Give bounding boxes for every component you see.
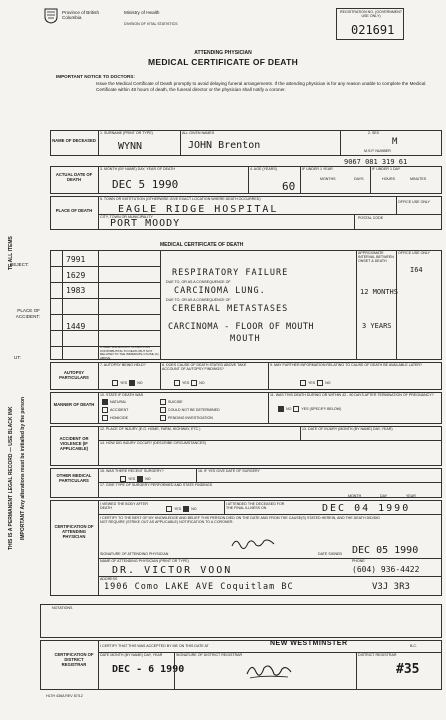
sex-label: 2. SEX <box>368 131 380 135</box>
place-section-label: PLACE OF DEATH <box>55 208 93 213</box>
attended-date-value: DEC 04 1990 <box>322 503 411 514</box>
address-value: 1906 Como LAKE AVE Coquitlam BC <box>104 582 294 592</box>
postal-code-label: POSTAL CODE <box>358 216 384 220</box>
registration-box <box>336 8 404 40</box>
date-signed-label: DATE SIGNED <box>318 552 343 556</box>
manner-homicide[interactable]: HOMICIDE <box>102 415 128 421</box>
date-section-label: ACTUAL DATE OF DEATH <box>55 172 93 182</box>
other-section-label: OTHER MEDICAL PARTICULARS <box>56 473 92 483</box>
manner-q10-label: 10. STATE IF DEATH WAS <box>100 393 144 397</box>
registration-label: REGISTRATION NO. (GOVERNMENT USE ONLY) <box>339 10 403 18</box>
notice-heading: IMPORTANT NOTICE TO DOCTORS: <box>56 74 135 79</box>
due-to-label-2: DUE TO, OR AS A CONSEQUENCE OF <box>166 298 231 302</box>
bc-crest-logo <box>44 8 58 24</box>
given-names-label: ALL GIVEN NAMES <box>182 131 215 135</box>
accident-q12-label: 12. PLACE OF INJURY (E.G. HOME, FARM, HIGHWAY, ETC.) <box>100 427 201 431</box>
cause-d2-value: MOUTH <box>230 334 261 344</box>
autopsy-q9-options[interactable]: YES NO <box>300 380 331 386</box>
manner-accident[interactable]: ACCIDENT <box>102 407 128 413</box>
registrar-place: NEW WESTMINSTER <box>270 640 348 647</box>
registrar-certify-label: I CERTIFY THAT THIS WAS ACCEPTED BY ME ON THIS DATE AT <box>100 644 209 648</box>
pregnancy-options[interactable]: NO YES (SPECIFY BELOW) <box>278 406 341 412</box>
date-label: 3. MONTH (BY NAME) DAY, YEAR OF DEATH <box>100 167 175 171</box>
reject-label: REJECT: <box>10 262 29 267</box>
cause-d-value: CARCINOMA - FLOOR OF MOUTH <box>168 322 315 332</box>
margin-complete-items: TE ALL ITEMS <box>8 236 14 270</box>
autopsy-q7-label: 7. AUTOPSY BEING HELD? <box>100 363 146 367</box>
city-value: PORT MOODY <box>110 218 181 229</box>
certificate-heading: MEDICAL CERTIFICATE OF DEATH <box>160 242 244 248</box>
age-value: 60 <box>282 180 296 193</box>
place-of-accident-label: PLACE OF ACCIDENT: <box>15 308 40 319</box>
district-number: #35 <box>396 662 420 677</box>
code-2: 1629 <box>66 271 86 280</box>
interval-b-value: 12 MONTHS <box>360 288 398 296</box>
manner-natural[interactable]: NATURAL <box>102 399 127 405</box>
accident-q13-label: 13. DATE OF INJURY (MONTH (BY NAME) DAY, YEAR) <box>302 427 393 431</box>
registrar-signature <box>244 660 294 682</box>
cause-c-value: CEREBRAL METASTASES <box>172 304 289 314</box>
registration-number: 021691 <box>351 23 395 37</box>
sex-value: M <box>392 137 398 147</box>
other-conditions-label: OTHER SIGNIFICANT CONDITIONS CONTRIBUTING TO DEATH BUT NOT RELATED TO THE IMMEDIATE CAUSE (A) ABOVE <box>100 345 159 360</box>
form-kicker: ATTENDING PHYSICIAN <box>194 50 252 56</box>
age-label: 4. AGE (YEARS) <box>250 167 277 171</box>
autopsy-q9-label: 9. MAY FURTHER INFORMATION RELATING TO CAUSE OF DEATH BE AVAILABLE LATER? <box>270 363 423 367</box>
division-name: DIVISION OF VITAL STATISTICS <box>124 22 178 26</box>
margin-permanent-record: THIS IS A PERMANENT LEGAL RECORD — USE BLACK INK <box>8 406 14 550</box>
under-1-day-label: IF UNDER 1 DAY <box>372 167 401 171</box>
deceased-section-label: NAME OF DECEASED <box>52 138 96 143</box>
certification-section-label: CERTIFICATION OF ATTENDING PHYSICIAN <box>54 524 94 539</box>
surname-label: 1. SURNAME (PRINT OR TYPE) <box>100 131 153 135</box>
ministry-name: Ministry of Health <box>124 10 160 15</box>
physician-signature <box>230 536 276 550</box>
notice-body: Issue the Medical Certificate of Death promptly to avoid delaying funeral arrangements. If the attending physician is for any reason unable to complete the Medical Certificate within 48 hours of death, the funeral director or the physician shall notify a coroner. <box>96 81 426 92</box>
city-label: CITY, TOWN OR MUNICIPALITY <box>100 215 153 219</box>
margin-alterations: IMPORTANT Any alterations must be initialled by the person <box>20 396 26 540</box>
postal-value: V3J 3R3 <box>372 582 410 592</box>
viewed-body-label: I VIEWED THE BODY AFTER DEATH <box>100 502 148 510</box>
district-registrar-label: DISTRICT REGISTRAR <box>358 653 397 657</box>
given-names-value: JOHN Brenton <box>188 140 261 151</box>
manner-pending[interactable]: PENDING INVESTIGATION <box>160 415 213 421</box>
code-4: 1449 <box>66 322 86 331</box>
form-number: HLTH 436A REV 87/12 <box>46 694 83 698</box>
months-label: MONTHS <box>320 177 336 181</box>
hours-label: HOURS <box>382 177 395 181</box>
registrar-date-value: DEC - 6 1990 <box>112 664 185 675</box>
physician-name-value: DR. VICTOR VOON <box>112 565 233 576</box>
institution-label: 5. TOWN OR INSTITUTION (OTHERWISE GIVE EXACT LOCATION WHERE DEATH OCCURRED) <box>100 197 261 201</box>
registrar-signature-label: SIGNATURE OF DISTRICT REGISTRAR <box>176 653 243 657</box>
other-q15-label: 15. WAS THERE RECENT SURGERY? <box>100 469 164 473</box>
notations-label: NOTATIONS <box>52 606 73 610</box>
manner-q11-label: 11. WAS THIS DEATH DURING OR WITHIN 42 - 90 DAYS AFTER TERMINATION OF PREGNANCY? <box>270 393 434 397</box>
page-title: MEDICAL CERTIFICATE OF DEATH <box>147 57 299 67</box>
manner-suicide[interactable]: SUICIDE <box>160 399 183 405</box>
office-use-cause-label: OFFICE USE ONLY <box>398 251 431 255</box>
institution-value: EAGLE RIDGE HOSPITAL <box>118 204 279 215</box>
attended-month-label: MONTH <box>348 494 362 498</box>
manner-undetermined[interactable]: COULD NOT BE DETERMINED <box>160 407 220 413</box>
other-q17-label: 17. GIVE TYPE OF SURGERY PERFORMED AND STATE FINDINGS <box>100 483 213 487</box>
manner-section-label: MANNER OF DEATH <box>53 402 95 407</box>
due-to-label-1: DUE TO, OR AS A CONSEQUENCE OF <box>166 280 231 284</box>
date-signed-value: DEC 05 1990 <box>352 545 419 556</box>
autopsy-q8-label: 8. DOES CAUSE OF DEATH STATED ABOVE TAKE ACCOUNT OF AUTOPSY FINDINGS? <box>162 363 247 371</box>
cause-b-value: CARCINOMA LUNG. <box>174 286 266 296</box>
msp-label: M.S.P. NUMBER <box>364 149 391 153</box>
surgery-options[interactable]: YES NO <box>120 476 151 482</box>
office-use-label: OFFICE USE ONLY <box>398 200 431 204</box>
bc-label: B.C. <box>410 644 417 648</box>
signature-label: SIGNATURE OF ATTENDING PHYSICIAN <box>100 552 169 556</box>
accident-q14-label: 14. HOW DID INJURY OCCUR? (DESCRIBE CIRCUMSTANCES) <box>100 441 206 445</box>
office-code-value: I64 <box>410 266 423 274</box>
notations-section <box>40 604 442 638</box>
phone-label: PHONE <box>352 559 365 563</box>
certification-statement: I CERTIFY TO THE BEST OF MY KNOWLEDGE AND BELIEF THIS PERSON DIED ON THE DATE AND FROM THE CAUSE(S) STATED HEREIN, AND THE DEATH DID/DID NOT REQUIRE (STRIKE OUT AS APPLICABLE) NOTIFICATION TO A CORONER. <box>100 516 380 524</box>
minutes-label: MINUTES <box>410 177 427 181</box>
attended-year-label: YEAR <box>406 494 416 498</box>
viewed-body-options[interactable]: YES NO <box>166 506 197 512</box>
accident-section <box>50 426 442 466</box>
under-1-year-label: IF UNDER 1 YEAR <box>302 167 333 171</box>
phone-value: (604) 936-4422 <box>352 565 420 574</box>
autopsy-q7-options[interactable]: YES NO <box>112 380 143 386</box>
cause-a-value: RESPIRATORY FAILURE <box>172 268 289 278</box>
attended-day-label: DAY <box>380 494 388 498</box>
code-1: 7991 <box>66 255 86 264</box>
code-3: 1983 <box>66 286 86 295</box>
interval-d-value: 3 YEARS <box>362 322 392 330</box>
accident-section-label: ACCIDENT OR VIOLENCE (IF APPLICABLE) <box>59 436 89 451</box>
registrar-date-label: DATE MONTH (BY NAME) DAY, YEAR <box>100 653 163 657</box>
province-name: Province of British Columbia <box>62 10 100 20</box>
registrar-section-label: CERTIFICATION OF DISTRICT REGISTRAR <box>54 652 94 667</box>
attended-label: I ATTENDED THE DECEASED FOR THE FINAL ILLNESS ON <box>226 502 285 510</box>
msp-value: 9067 081 319 61 <box>344 158 408 166</box>
autopsy-q8-options[interactable]: YES NO <box>174 380 205 386</box>
interval-label: APPROXIMATE INTERVAL BETWEEN ONSET & DEATH <box>358 251 394 263</box>
address-label: ADDRESS <box>100 577 118 581</box>
autopsy-section-label: AUTOPSY PARTICULARS <box>59 370 89 380</box>
physician-name-label: NAME OF ATTENDING PHYSICIAN (PRINT OR TYPE) <box>100 559 189 563</box>
other-q16-label: 16. IF YES GIVE DATE OF SURGERY <box>198 469 260 473</box>
date-value: DEC 5 1990 <box>112 178 179 191</box>
days-label: DAYS <box>354 177 364 181</box>
surname-value: WYNN <box>118 141 143 152</box>
ut-label: UT: <box>14 355 21 360</box>
